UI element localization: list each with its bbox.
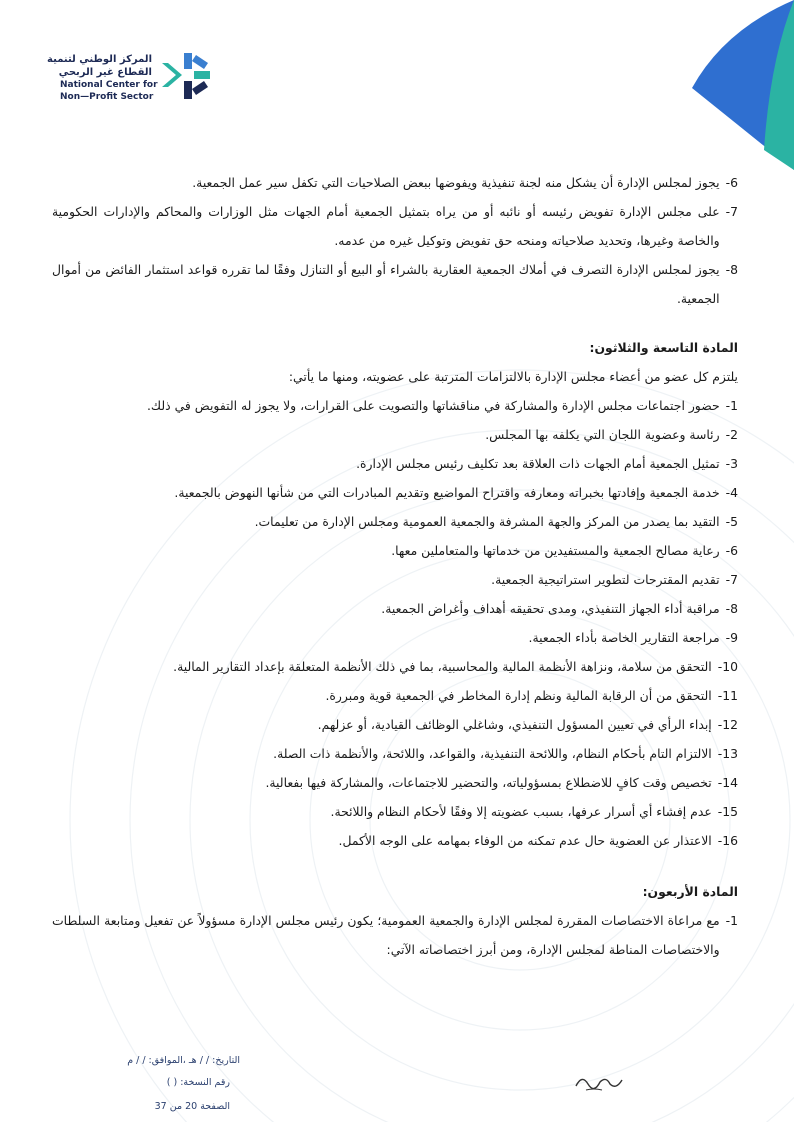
logo-english-line-1: National Center for	[60, 80, 158, 90]
item-number: 12-	[717, 717, 738, 732]
item-number: 9-	[725, 630, 738, 645]
list-item	[52, 197, 738, 255]
article-39-intro: يلتزم كل عضو من أعضاء مجلس الإدارة بالالتزامات المترتبة على عضويته، ومنها ما يأتي:	[288, 369, 738, 384]
item-text: يجوز لمجلس الإدارة التصرف في أملاك الجمعية العقارية بالشراء أو البيع أو التنازل وفقًا لما تقرره قواعد استثمار الفائض من أموال الجمعية.	[52, 262, 720, 306]
item-number: 1-	[725, 398, 738, 413]
item-number: 7-	[725, 204, 738, 219]
item-number: 11-	[717, 688, 738, 703]
logo-arabic-line-1: المركز الوطني لتنمية	[47, 54, 152, 65]
item-text: على مجلس الإدارة تفويض رئيسه أو نائبه أو من يراه بتمثيل الجمعية أمام الجهات مثل الوزارات والمحاكم والإدارات الحكومية والخاصة وغيرها، وتحديد صلاحياته ومنحه حق تفويض وتوكيل غيره من عدمه.	[52, 204, 720, 248]
list-item	[52, 536, 738, 565]
item-text: التحقق من سلامة، ونزاهة الأنظمة المالية والمحاسبية، بما في ذلك الأنظمة المتعلقة بإعداد التقارير المالية.	[173, 659, 712, 674]
item-text: الالتزام التام بأحكام النظام، واللائحة التنفيذية، والقواعد، واللائحة، والأنظمة ذات الصلة.	[273, 746, 712, 761]
item-text: التحقق من أن الرقابة المالية ونظم إدارة المخاطر في الجمعية قوية ومبررة.	[325, 688, 712, 703]
footer-copy-number: رقم النسخة: ( )	[166, 1077, 230, 1088]
list-item	[52, 420, 738, 449]
item-text: الاعتذار عن العضوية حال عدم تمكنه من الوفاء بمهامه على الوجه الأكمل.	[338, 833, 712, 848]
item-text: تمثيل الجمعية أمام الجهات ذات العلاقة بعد تكليف رئيس مجلس الإدارة.	[356, 456, 720, 471]
item-text: مراجعة التقارير الخاصة بأداء الجمعية.	[528, 630, 720, 645]
footer-page-number: الصفحة 20 من 37	[154, 1101, 230, 1112]
list-item	[52, 681, 738, 710]
item-number: 10-	[717, 659, 738, 674]
organization-logo	[47, 46, 218, 116]
list-item	[52, 168, 738, 197]
list-item	[52, 906, 738, 964]
logo-english-line-2: Non—Profit Sector	[60, 92, 154, 102]
item-text: حضور اجتماعات مجلس الإدارة والمشاركة في مناقشاتها والتصويت على القرارات، ولا يجوز له التفويض في ذلك.	[146, 398, 720, 413]
list-item	[52, 507, 738, 536]
list-item	[52, 768, 738, 797]
item-number: 8-	[725, 601, 738, 616]
item-text: يجوز لمجلس الإدارة أن يشكل منه لجنة تنفيذية ويفوضها ببعض الصلاحيات التي تكفل سير عمل الجمعية.	[192, 175, 720, 190]
list-item	[52, 739, 738, 768]
list-item	[52, 478, 738, 507]
item-number: 6-	[725, 175, 738, 190]
item-number: 14-	[717, 775, 738, 790]
item-number: 1-	[725, 913, 738, 928]
item-number: 4-	[725, 485, 738, 500]
item-number: 6-	[725, 543, 738, 558]
list-item	[52, 710, 738, 739]
item-text: رئاسة وعضوية اللجان التي يكلفه بها المجلس.	[485, 427, 720, 442]
item-number: 13-	[717, 746, 738, 761]
item-text: التقيد بما يصدر من المركز والجهة المشرفة والجمعية العمومية ومجلس الإدارة من تعليمات.	[254, 514, 720, 529]
list-item	[52, 652, 738, 681]
footer-date: التاريخ: / / هـ ،الموافق: / / م	[127, 1055, 240, 1066]
list-item	[52, 826, 738, 855]
article-39-heading: المادة التاسعة والثلاثون:	[589, 340, 738, 355]
corner-decoration	[664, 0, 794, 170]
item-text: خدمة الجمعية وإفادتها بخبراته ومعارفه واقتراح المواضيع وتقديم المبادرات التي من شأنها النهوض بالجمعية.	[174, 485, 720, 500]
item-number: 7-	[725, 572, 738, 587]
list-item	[52, 565, 738, 594]
list-item	[52, 449, 738, 478]
logo-arabic-line-2: القطاع غير الربحي	[58, 67, 152, 78]
item-text: تخصيص وقت كافٍ للاضطلاع بمسؤولياته، والتحضير للاجتماعات، والمشاركة فيها بفعالية.	[265, 775, 712, 790]
document-body	[52, 168, 738, 964]
list-item	[52, 623, 738, 652]
item-text: تقديم المقترحات لتطوير استراتيجية الجمعية.	[491, 572, 720, 587]
item-number: 2-	[725, 427, 738, 442]
signature-icon	[572, 1068, 624, 1094]
list-item	[52, 797, 738, 826]
item-text: مع مراعاة الاختصاصات المقررة لمجلس الإدارة والجمعية العمومية؛ يكون رئيس مجلس الإدارة مسؤولاً عن تفعيل ومتابعة السلطات والاختصاصات المناطة لمجلس الإدارة، ومن أبرز اختصاصاته الآتي:	[52, 913, 720, 957]
item-number: 16-	[717, 833, 738, 848]
item-text: إبداء الرأي في تعيين المسؤول التنفيذي، وشاغلي الوظائف القيادية، أو عزلهم.	[317, 717, 712, 732]
item-number: 5-	[725, 514, 738, 529]
item-number: 8-	[725, 262, 738, 277]
list-item	[52, 594, 738, 623]
list-item	[52, 391, 738, 420]
item-text: عدم إفشاء أي أسرار عرفها، بسبب عضويته إلا وفقًا لأحكام النظام واللائحة.	[330, 804, 712, 819]
item-text: رعاية مصالح الجمعية والمستفيدين من خدماتها والمتعاملين معها.	[391, 543, 720, 558]
logo-mark-icon	[158, 49, 214, 105]
item-number: 3-	[725, 456, 738, 471]
list-item	[52, 255, 738, 313]
item-number: 15-	[717, 804, 738, 819]
article-40-heading: المادة الأربعون:	[642, 884, 738, 899]
item-text: مراقبة أداء الجهاز التنفيذي، ومدى تحقيقه أهداف وأغراض الجمعية.	[381, 601, 720, 616]
